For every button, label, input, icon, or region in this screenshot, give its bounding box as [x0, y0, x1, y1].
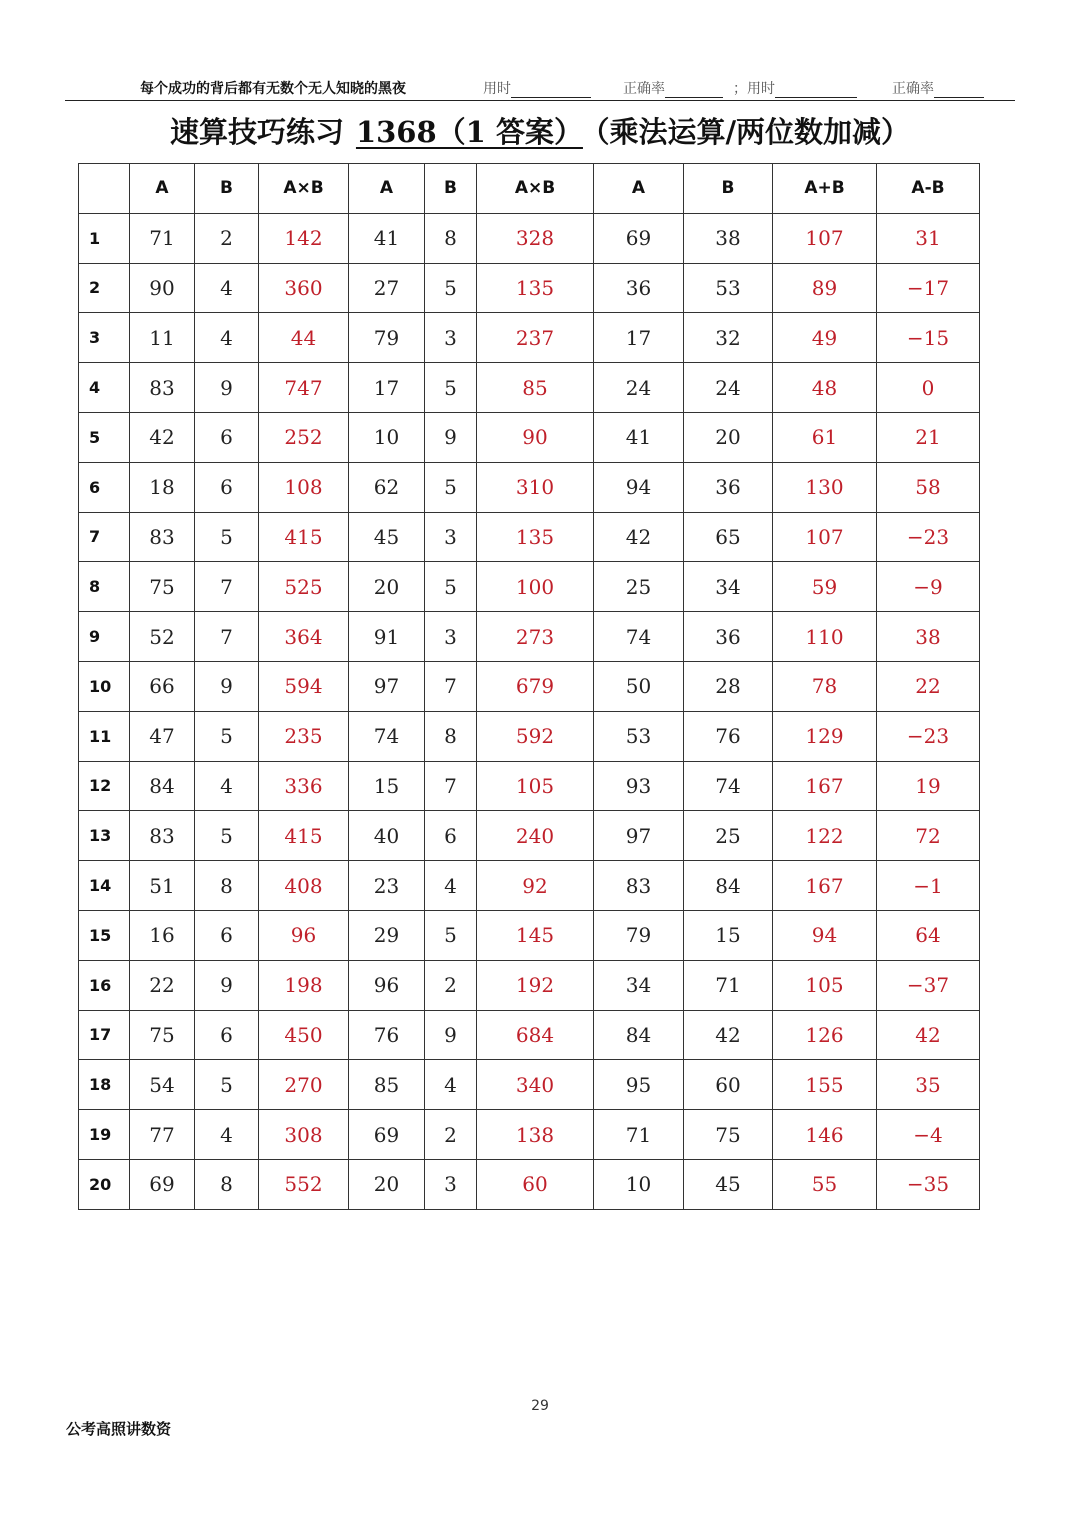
table-row [79, 661, 980, 711]
operand-cell: 74 [349, 711, 425, 761]
page-number: 29 [531, 1398, 549, 1414]
operand-cell: 2 [425, 1110, 477, 1160]
operand-cell: 9 [425, 412, 477, 462]
operand-cell: 94 [594, 462, 684, 512]
operand-cell: 5 [425, 263, 477, 313]
table-row [79, 363, 980, 413]
row-index: 11 [79, 711, 130, 761]
column-header: A×B [259, 164, 349, 214]
operand-cell: 3 [425, 313, 477, 363]
operand-cell: 97 [349, 661, 425, 711]
operand-cell: 8 [195, 861, 259, 911]
operand-cell: 24 [594, 363, 684, 413]
time-label-2: 用时 [747, 81, 775, 97]
operand-cell: 9 [425, 1010, 477, 1060]
answer-cell: 92 [477, 861, 594, 911]
answer-cell: 130 [773, 462, 877, 512]
operand-cell: 24 [684, 363, 773, 413]
answer-cell: 107 [773, 512, 877, 562]
table-row [79, 1060, 980, 1110]
answer-cell: 42 [877, 1010, 980, 1060]
row-index: 10 [79, 661, 130, 711]
row-index: 20 [79, 1159, 130, 1209]
operand-cell: 65 [684, 512, 773, 562]
operand-cell: 5 [425, 363, 477, 413]
operand-cell: 15 [684, 910, 773, 960]
table-row [79, 960, 980, 1010]
operand-cell: 83 [130, 363, 195, 413]
table-row [79, 512, 980, 562]
operand-cell: 36 [594, 263, 684, 313]
table-row [79, 263, 980, 313]
header-motto: 每个成功的背后都有无数个无人知晓的黑夜 [140, 81, 406, 97]
table-row [79, 1010, 980, 1060]
operand-cell: 15 [349, 761, 425, 811]
column-header: B [425, 164, 477, 214]
answer-cell: 89 [773, 263, 877, 313]
answer-cell: 364 [259, 612, 349, 662]
answer-cell: 38 [877, 612, 980, 662]
operand-cell: 5 [425, 562, 477, 612]
operand-cell: 85 [349, 1060, 425, 1110]
table-row [79, 313, 980, 363]
column-header [79, 164, 130, 214]
operand-cell: 71 [594, 1110, 684, 1160]
answer-cell: 142 [259, 213, 349, 263]
table-row [79, 562, 980, 612]
answer-cell: −17 [877, 263, 980, 313]
answer-cell: −23 [877, 711, 980, 761]
answer-cell: −23 [877, 512, 980, 562]
answer-cell: 55 [773, 1159, 877, 1209]
answer-cell: 594 [259, 661, 349, 711]
operand-cell: 7 [195, 562, 259, 612]
operand-cell: 2 [425, 960, 477, 1010]
operand-cell: 53 [594, 711, 684, 761]
operand-cell: 53 [684, 263, 773, 313]
answer-cell: 48 [773, 363, 877, 413]
row-index: 7 [79, 512, 130, 562]
table-row [79, 910, 980, 960]
answer-cell: 135 [477, 512, 594, 562]
answer-cell: 96 [259, 910, 349, 960]
operand-cell: 54 [130, 1060, 195, 1110]
operand-cell: 36 [684, 612, 773, 662]
answer-cell: 0 [877, 363, 980, 413]
row-index: 16 [79, 960, 130, 1010]
column-header: B [684, 164, 773, 214]
operand-cell: 32 [684, 313, 773, 363]
operand-cell: 66 [130, 661, 195, 711]
answer-cell: −1 [877, 861, 980, 911]
answer-cell: 135 [477, 263, 594, 313]
title-suffix: （乘法运算/两位数加减） [594, 115, 911, 149]
table-row [79, 861, 980, 911]
operand-cell: 50 [594, 661, 684, 711]
operand-cell: 5 [195, 711, 259, 761]
answer-cell: 167 [773, 861, 877, 911]
answer-cell: 49 [773, 313, 877, 363]
operand-cell: 83 [130, 811, 195, 861]
column-header: A×B [477, 164, 594, 214]
operand-cell: 8 [195, 1159, 259, 1209]
answer-cell: 108 [259, 462, 349, 512]
operand-cell: 10 [349, 412, 425, 462]
operand-cell: 69 [594, 213, 684, 263]
operand-cell: 23 [349, 861, 425, 911]
operand-cell: 84 [684, 861, 773, 911]
operand-cell: 84 [594, 1010, 684, 1060]
operand-cell: 4 [195, 263, 259, 313]
separator: ； [733, 81, 747, 97]
column-header: A [130, 164, 195, 214]
operand-cell: 34 [684, 562, 773, 612]
answer-cell: 552 [259, 1159, 349, 1209]
operand-cell: 51 [130, 861, 195, 911]
answer-cell: 90 [477, 412, 594, 462]
answer-cell: −9 [877, 562, 980, 612]
answer-cell: 35 [877, 1060, 980, 1110]
operand-cell: 25 [684, 811, 773, 861]
operand-cell: 74 [594, 612, 684, 662]
table-row [79, 1110, 980, 1160]
operand-cell: 7 [195, 612, 259, 662]
answer-cell: 64 [877, 910, 980, 960]
operand-cell: 3 [425, 512, 477, 562]
time-label-1: 用时 [483, 81, 511, 97]
operand-cell: 79 [594, 910, 684, 960]
answer-cell: 310 [477, 462, 594, 512]
column-header: B [195, 164, 259, 214]
answer-cell: 94 [773, 910, 877, 960]
answer-cell: 252 [259, 412, 349, 462]
row-index: 18 [79, 1060, 130, 1110]
answer-cell: 138 [477, 1110, 594, 1160]
time-blank-1 [511, 83, 591, 98]
table-row [79, 412, 980, 462]
answer-cell: 192 [477, 960, 594, 1010]
answer-cell: 415 [259, 512, 349, 562]
operand-cell: 62 [349, 462, 425, 512]
accuracy-field-2 [892, 78, 984, 98]
answer-cell: 198 [259, 960, 349, 1010]
operand-cell: 60 [684, 1060, 773, 1110]
operand-cell: 10 [594, 1159, 684, 1209]
answer-cell: 129 [773, 711, 877, 761]
answer-cell: 415 [259, 811, 349, 861]
column-header: A+B [773, 164, 877, 214]
operand-cell: 20 [349, 1159, 425, 1209]
operand-cell: 71 [684, 960, 773, 1010]
answer-cell: 145 [477, 910, 594, 960]
row-index: 15 [79, 910, 130, 960]
row-index: 1 [79, 213, 130, 263]
operand-cell: 41 [594, 412, 684, 462]
column-header: A [594, 164, 684, 214]
answer-cell: 237 [477, 313, 594, 363]
table-row [79, 462, 980, 512]
operand-cell: 6 [425, 811, 477, 861]
table-header-row [79, 164, 980, 214]
operand-cell: 22 [130, 960, 195, 1010]
time-field-2 [733, 78, 857, 98]
answer-cell: −15 [877, 313, 980, 363]
operand-cell: 34 [594, 960, 684, 1010]
answer-cell: 122 [773, 811, 877, 861]
operand-cell: 5 [195, 811, 259, 861]
answer-cell: 60 [477, 1159, 594, 1209]
answer-cell: 270 [259, 1060, 349, 1110]
operand-cell: 5 [195, 1060, 259, 1110]
answer-cell: 273 [477, 612, 594, 662]
answer-cell: 105 [773, 960, 877, 1010]
operand-cell: 4 [195, 313, 259, 363]
title-prefix: 速算技巧练习 [169, 115, 344, 149]
operand-cell: 42 [594, 512, 684, 562]
answer-cell: 308 [259, 1110, 349, 1160]
column-header: A [349, 164, 425, 214]
accuracy-blank-2 [934, 83, 984, 98]
operand-cell: 76 [684, 711, 773, 761]
operand-cell: 71 [130, 213, 195, 263]
operand-cell: 18 [130, 462, 195, 512]
operand-cell: 17 [349, 363, 425, 413]
answer-cell: 336 [259, 761, 349, 811]
operand-cell: 6 [195, 910, 259, 960]
answer-cell: 328 [477, 213, 594, 263]
answer-cell: 110 [773, 612, 877, 662]
operand-cell: 83 [130, 512, 195, 562]
operand-cell: 16 [130, 910, 195, 960]
answer-cell: 235 [259, 711, 349, 761]
row-index: 5 [79, 412, 130, 462]
operand-cell: 4 [425, 861, 477, 911]
answer-table [78, 163, 980, 1210]
operand-cell: 75 [130, 562, 195, 612]
answer-cell: 592 [477, 711, 594, 761]
operand-cell: 17 [594, 313, 684, 363]
answer-cell: −37 [877, 960, 980, 1010]
operand-cell: 4 [425, 1060, 477, 1110]
operand-cell: 97 [594, 811, 684, 861]
answer-cell: 240 [477, 811, 594, 861]
operand-cell: 93 [594, 761, 684, 811]
answer-cell: 684 [477, 1010, 594, 1060]
answer-cell: 525 [259, 562, 349, 612]
page-header [65, 76, 1015, 101]
row-index: 8 [79, 562, 130, 612]
accuracy-field-1 [623, 78, 723, 98]
operand-cell: 42 [130, 412, 195, 462]
title-code: 1368（1 答案） [355, 115, 583, 149]
answer-cell: 408 [259, 861, 349, 911]
operand-cell: 95 [594, 1060, 684, 1110]
row-index: 3 [79, 313, 130, 363]
operand-cell: 6 [195, 412, 259, 462]
answer-cell: 21 [877, 412, 980, 462]
operand-cell: 28 [684, 661, 773, 711]
operand-cell: 47 [130, 711, 195, 761]
answer-cell: 58 [877, 462, 980, 512]
time-blank-2 [775, 83, 857, 98]
operand-cell: 6 [195, 1010, 259, 1060]
operand-cell: 3 [425, 1159, 477, 1209]
column-header: A-B [877, 164, 980, 214]
answer-cell: 747 [259, 363, 349, 413]
answer-cell: 61 [773, 412, 877, 462]
operand-cell: 11 [130, 313, 195, 363]
operand-cell: 4 [195, 1110, 259, 1160]
operand-cell: 83 [594, 861, 684, 911]
operand-cell: 2 [195, 213, 259, 263]
answer-cell: 155 [773, 1060, 877, 1110]
operand-cell: 91 [349, 612, 425, 662]
row-index: 2 [79, 263, 130, 313]
operand-cell: 36 [684, 462, 773, 512]
accuracy-label-2: 正确率 [892, 81, 934, 97]
row-index: 19 [79, 1110, 130, 1160]
operand-cell: 5 [425, 462, 477, 512]
answer-cell: −35 [877, 1159, 980, 1209]
operand-cell: 69 [130, 1159, 195, 1209]
answer-cell: 126 [773, 1010, 877, 1060]
answer-cell: 679 [477, 661, 594, 711]
page-title [0, 110, 1080, 151]
row-index: 4 [79, 363, 130, 413]
operand-cell: 79 [349, 313, 425, 363]
operand-cell: 5 [195, 512, 259, 562]
time-field-1 [483, 78, 591, 98]
answer-cell: 19 [877, 761, 980, 811]
operand-cell: 6 [195, 462, 259, 512]
operand-cell: 40 [349, 811, 425, 861]
operand-cell: 75 [684, 1110, 773, 1160]
table-row [79, 1159, 980, 1209]
row-index: 6 [79, 462, 130, 512]
operand-cell: 8 [425, 213, 477, 263]
answer-cell: 85 [477, 363, 594, 413]
answer-cell: 44 [259, 313, 349, 363]
answer-cell: 167 [773, 761, 877, 811]
answer-cell: 78 [773, 661, 877, 711]
row-index: 13 [79, 811, 130, 861]
operand-cell: 74 [684, 761, 773, 811]
operand-cell: 84 [130, 761, 195, 811]
footer-text: 公考高照讲数资 [66, 1420, 172, 1438]
operand-cell: 76 [349, 1010, 425, 1060]
operand-cell: 38 [684, 213, 773, 263]
operand-cell: 3 [425, 612, 477, 662]
row-index: 17 [79, 1010, 130, 1060]
operand-cell: 96 [349, 960, 425, 1010]
answer-cell: 450 [259, 1010, 349, 1060]
answer-cell: 146 [773, 1110, 877, 1160]
operand-cell: 42 [684, 1010, 773, 1060]
table-row [79, 612, 980, 662]
operand-cell: 20 [349, 562, 425, 612]
row-index: 12 [79, 761, 130, 811]
operand-cell: 7 [425, 661, 477, 711]
accuracy-label-1: 正确率 [623, 81, 665, 97]
operand-cell: 27 [349, 263, 425, 313]
answer-cell: 100 [477, 562, 594, 612]
row-index: 9 [79, 612, 130, 662]
table-row [79, 213, 980, 263]
table-row [79, 711, 980, 761]
operand-cell: 90 [130, 263, 195, 313]
answer-cell: 360 [259, 263, 349, 313]
operand-cell: 29 [349, 910, 425, 960]
operand-cell: 69 [349, 1110, 425, 1160]
row-index: 14 [79, 861, 130, 911]
operand-cell: 9 [195, 661, 259, 711]
operand-cell: 77 [130, 1110, 195, 1160]
answer-cell: 31 [877, 213, 980, 263]
operand-cell: 7 [425, 761, 477, 811]
operand-cell: 5 [425, 910, 477, 960]
accuracy-blank-1 [665, 83, 723, 98]
operand-cell: 8 [425, 711, 477, 761]
operand-cell: 4 [195, 761, 259, 811]
operand-cell: 75 [130, 1010, 195, 1060]
operand-cell: 45 [349, 512, 425, 562]
operand-cell: 20 [684, 412, 773, 462]
answer-cell: 22 [877, 661, 980, 711]
operand-cell: 9 [195, 960, 259, 1010]
answer-cell: 107 [773, 213, 877, 263]
answer-cell: 105 [477, 761, 594, 811]
operand-cell: 52 [130, 612, 195, 662]
table-row [79, 761, 980, 811]
operand-cell: 9 [195, 363, 259, 413]
operand-cell: 25 [594, 562, 684, 612]
operand-cell: 41 [349, 213, 425, 263]
answer-cell: −4 [877, 1110, 980, 1160]
answer-cell: 72 [877, 811, 980, 861]
answer-cell: 340 [477, 1060, 594, 1110]
table-row [79, 811, 980, 861]
answer-cell: 59 [773, 562, 877, 612]
operand-cell: 45 [684, 1159, 773, 1209]
